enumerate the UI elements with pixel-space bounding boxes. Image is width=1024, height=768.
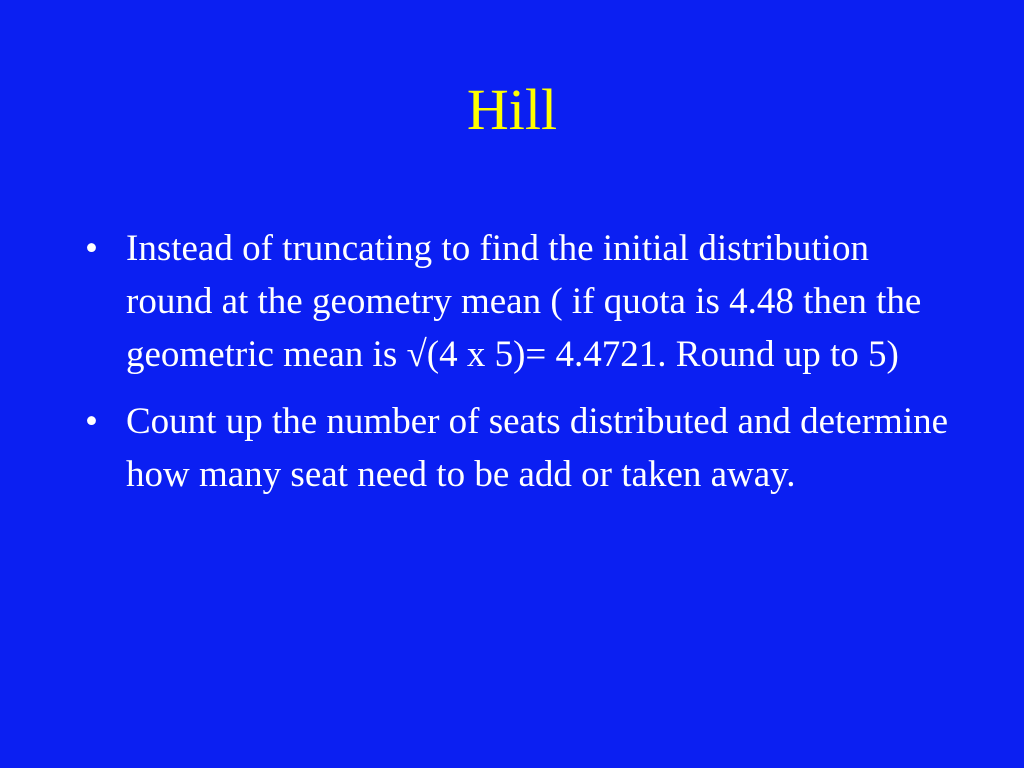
bullet-text: Instead of truncating to find the initial distribution round at the geometry mean ( if quota is 4.48 then the geometric mean is √(4 x 5)= 4.4721. Round up to 5) xyxy=(126,228,922,375)
bullet-item xyxy=(85,222,955,381)
bullet-icon: • xyxy=(85,401,98,442)
bullet-list xyxy=(85,222,955,515)
bullet-item xyxy=(85,395,955,501)
bullet-text: Count up the number of seats distributed and determine how many seat need to be add or taken away. xyxy=(126,401,949,495)
bullet-icon: • xyxy=(85,228,98,269)
slide-title: Hill xyxy=(466,77,558,142)
